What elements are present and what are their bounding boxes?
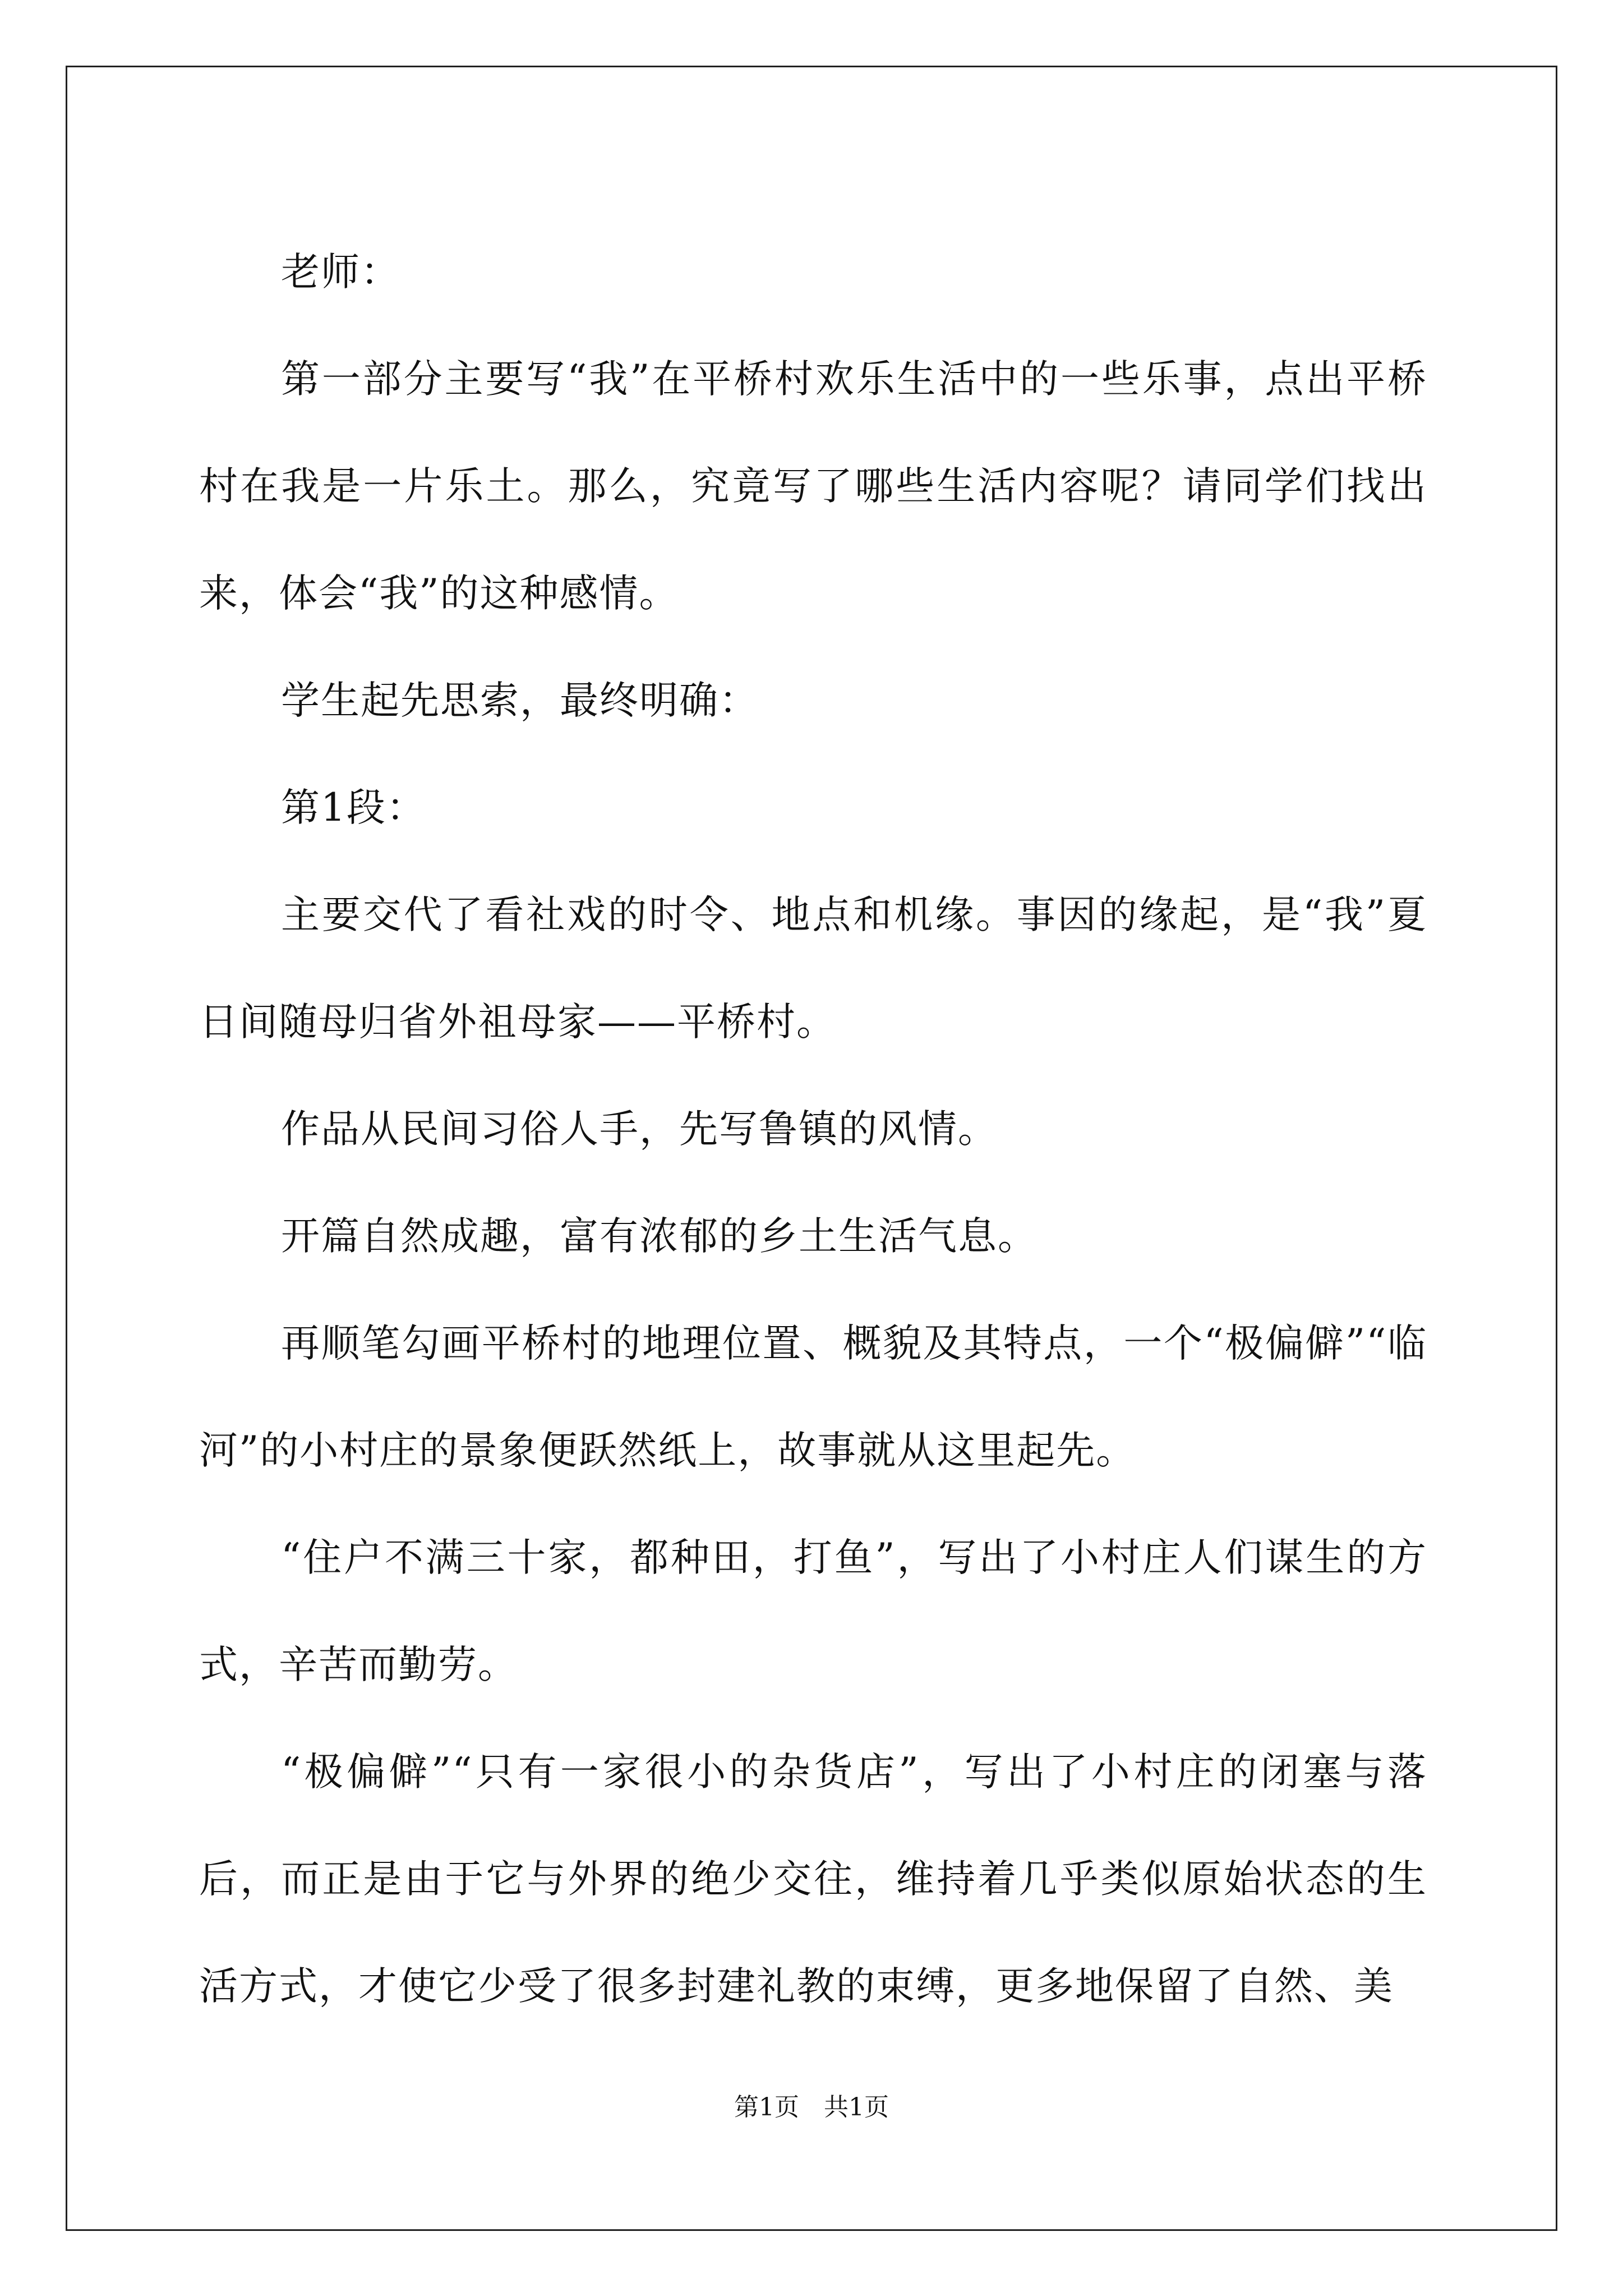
paragraph: “极偏僻”“只有一家很小的杂货店”，写出了小村庄的闭塞与落后，而正是由于它与外界的绝少交往，维持着几乎类似原始状态的生活方式，才使它少受了很多封建礼教的束缚，更多地保留了自然、美 [199, 1750, 1427, 2009]
page-footer: 第1页 共1页 [734, 2093, 889, 2122]
paragraph: 第1段： [281, 785, 426, 830]
paragraph: “住户不满三十家，都种田，打鱼”，写出了小村庄人们谋生的方式，辛苦而勤劳。 [199, 1535, 1427, 1687]
paragraph: 老师： [281, 250, 400, 295]
paragraph: 再顺笔勾画平桥村的地理位置、概貌及其特点，一个“极偏僻”“临河”的小村庄的景象便跃然纸上，故事就从这里起先。 [199, 1321, 1427, 1473]
paragraph: 开篇自然成趣，富有浓郁的乡土生活气息。 [281, 1214, 1038, 1259]
document-body [199, 219, 1427, 2040]
paragraph: 主要交代了看社戏的时令、地点和机缘。事因的缘起，是“我”夏日间随母归省外祖母家——平桥村。 [199, 892, 1427, 1045]
paragraph: 学生起先思索，最终明确： [281, 678, 759, 723]
paragraph: 作品从民间习俗人手，先写鲁镇的风情。 [281, 1107, 998, 1152]
paragraph: 第一部分主要写“我”在平桥村欢乐生活中的一些乐事，点出平桥村在我是一片乐土。那么，究竟写了哪些生活内容呢？请同学们找出来，体会“我”的这种感情。 [199, 357, 1427, 616]
